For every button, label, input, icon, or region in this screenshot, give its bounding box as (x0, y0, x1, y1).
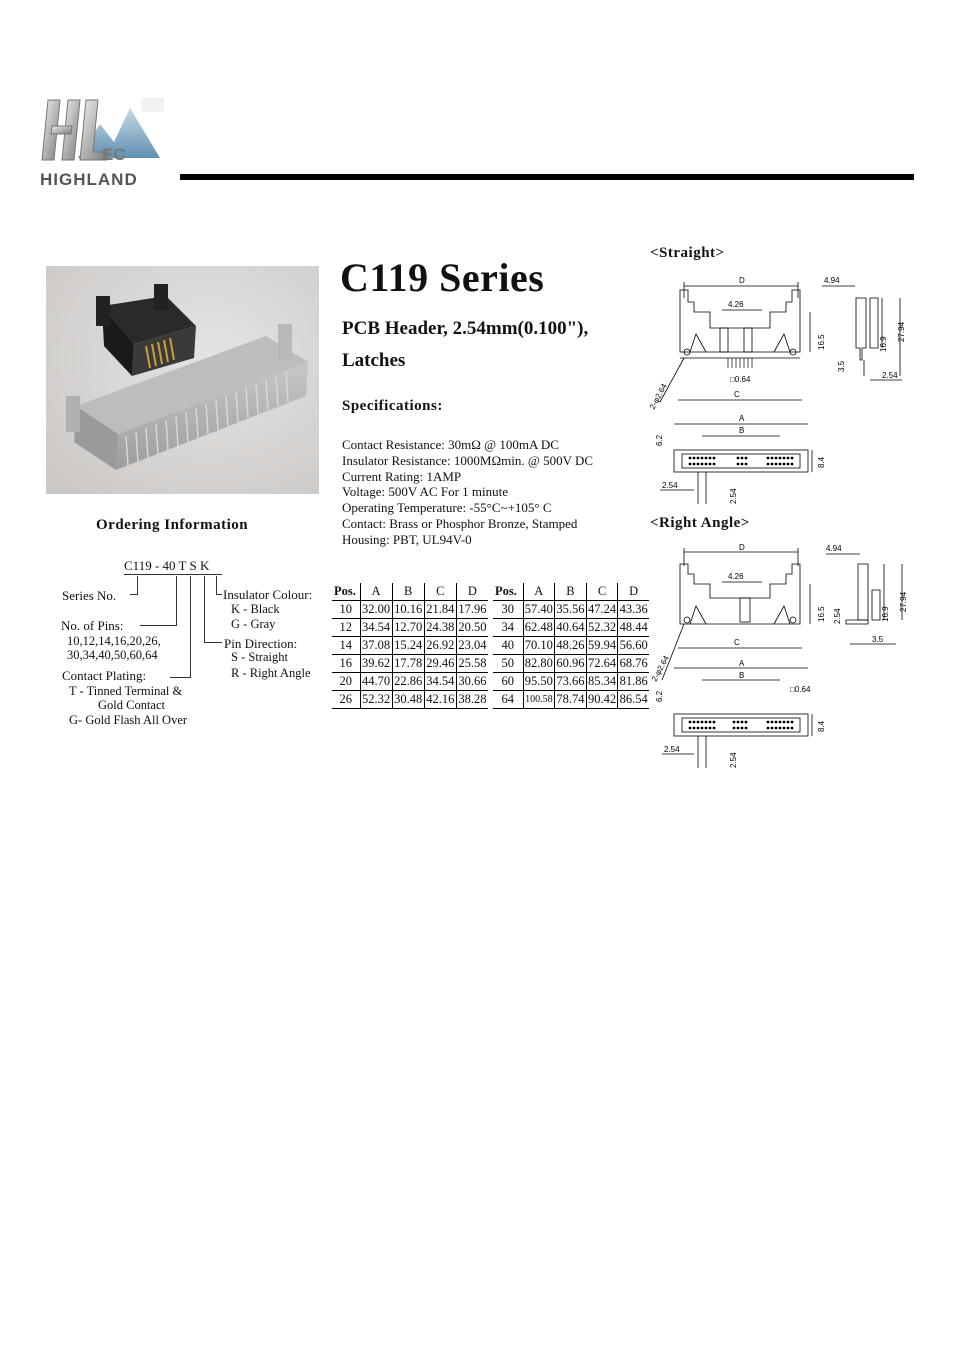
table-row (332, 673, 488, 691)
dim-phi: 2-φ2.64 (647, 382, 669, 411)
cell: 34.54 (424, 673, 456, 691)
direction-r: R - Right Angle (231, 666, 311, 680)
table-row (332, 619, 488, 637)
dim-254b: 2.54 (662, 481, 678, 490)
cell: 34 (493, 619, 523, 637)
table-row (332, 637, 488, 655)
dim-064: □0.64 (730, 375, 751, 384)
right-angle-technical-drawing (650, 540, 912, 770)
cell: 90.42 (586, 691, 618, 709)
cell: 38.28 (456, 691, 488, 709)
cell: 82.80 (523, 655, 555, 673)
straight-technical-drawing (647, 268, 912, 506)
cell: 32.00 (360, 601, 392, 619)
insulator-colour-label: Insulator Colour: (223, 587, 313, 602)
dim-d: D (739, 276, 745, 285)
header-pos: Pos. (493, 583, 523, 601)
dim-494: 4.94 (824, 276, 840, 285)
contact-plating-label: Contact Plating: (62, 668, 147, 683)
cell: 10 (332, 601, 360, 619)
cell: 42.16 (424, 691, 456, 709)
header-c: C (424, 583, 456, 601)
cell: 40 (493, 637, 523, 655)
cell: 47.24 (586, 601, 618, 619)
cell: 81.86 (618, 673, 649, 691)
dim-b: B (739, 671, 745, 680)
cell: 50 (493, 655, 523, 673)
dim-62: 6.2 (655, 434, 664, 446)
cell: 34.54 (360, 619, 392, 637)
dim-35: 3.5 (837, 360, 846, 372)
dimensions-table-left (332, 583, 488, 709)
product-subtitle-line2: Latches (342, 350, 406, 371)
cell: 40.64 (555, 619, 587, 637)
dim-phi: 2-φ2.64 (649, 654, 671, 683)
pins-options-line1: 10,12,14,16,20,26, (67, 634, 161, 648)
cell: 15.24 (392, 637, 424, 655)
cell: 59.94 (586, 637, 618, 655)
cell: 17.96 (456, 601, 488, 619)
cell: 29.46 (424, 655, 456, 673)
table-row (332, 691, 488, 709)
dim-169: 16.9 (879, 336, 888, 352)
table-row (332, 655, 488, 673)
dim-254v: 2.54 (833, 608, 842, 624)
ordering-heading: Ordering Information (96, 517, 249, 533)
cell: 56.60 (618, 637, 649, 655)
table-row (332, 601, 488, 619)
dim-84: 8.4 (817, 456, 826, 468)
cell: 48.26 (555, 637, 587, 655)
cell: 73.66 (555, 673, 587, 691)
dim-c: C (734, 390, 740, 399)
ordering-code: C119 - 40 T S K (124, 558, 210, 573)
dim-426: 4.26 (728, 300, 744, 309)
dim-c: C (734, 638, 740, 647)
cell: 30 (493, 601, 523, 619)
cell: 20 (332, 673, 360, 691)
dim-2794: 27.94 (897, 321, 906, 342)
cell: 10.16 (392, 601, 424, 619)
plating-t-line1: T - Tinned Terminal & (69, 684, 183, 698)
spec-insulator-resistance: Insulator Resistance: 1000MΩmin. @ 500V DC (342, 453, 594, 468)
cell: 30.66 (456, 673, 488, 691)
dim-62: 6.2 (655, 690, 664, 702)
cell: 22.86 (392, 673, 424, 691)
cell: 70.10 (523, 637, 555, 655)
header-c: C (586, 583, 618, 601)
cell: 100.58 (523, 691, 555, 709)
spec-current-rating: Current Rating: 1AMP (342, 469, 462, 484)
dim-a: A (739, 659, 745, 668)
dim-a: A (739, 414, 745, 423)
table-row (493, 619, 649, 637)
cell: 72.64 (586, 655, 618, 673)
dim-254: 2.54 (882, 371, 898, 380)
dimensions-table-right (493, 583, 649, 709)
cell: 17.78 (392, 655, 424, 673)
cell: 86.54 (618, 691, 649, 709)
dim-b: B (739, 426, 745, 435)
header-b: B (555, 583, 587, 601)
cell: 16 (332, 655, 360, 673)
plating-g: G- Gold Flash All Over (69, 713, 188, 727)
pin-direction-label: Pin Direction: (224, 636, 298, 651)
header-d: D (618, 583, 649, 601)
cell: 24.38 (424, 619, 456, 637)
dim-2794: 27.94 (899, 591, 908, 612)
dim-254b: 2.54 (664, 745, 680, 754)
spec-voltage: Voltage: 500V AC For 1 minute (342, 484, 508, 499)
dim-254c: 2.54 (729, 752, 738, 768)
colour-k: K - Black (231, 602, 280, 616)
cell: 57.40 (523, 601, 555, 619)
cell: 60 (493, 673, 523, 691)
product-title: C119 Series (340, 255, 545, 300)
cell: 39.62 (360, 655, 392, 673)
header-pos: Pos. (332, 583, 360, 601)
series-no-label: Series No. (62, 588, 117, 603)
plating-t-line2: Gold Contact (98, 698, 166, 712)
pins-options-line2: 30,34,40,50,60,64 (67, 648, 158, 662)
dim-165: 16.5 (817, 606, 826, 622)
dim-494: 4.94 (826, 544, 842, 553)
cell: 95.50 (523, 673, 555, 691)
cell: 43.36 (618, 601, 649, 619)
cell: 68.76 (618, 655, 649, 673)
direction-s: S - Straight (231, 650, 288, 664)
colour-g: G - Gray (231, 617, 276, 631)
dim-d: D (739, 543, 745, 552)
cell: 35.56 (555, 601, 587, 619)
cell: 85.34 (586, 673, 618, 691)
dim-35: 3.5 (872, 635, 884, 644)
table-row (493, 655, 649, 673)
dim-169: 16.9 (881, 606, 890, 622)
cell: 20.50 (456, 619, 488, 637)
svg-text:EC: EC (102, 145, 126, 164)
table-row (493, 691, 649, 709)
dim-84: 8.4 (817, 720, 826, 732)
cell: 23.04 (456, 637, 488, 655)
brand-name: HIGHLAND (40, 170, 138, 189)
cell: 21.84 (424, 601, 456, 619)
cell: 78.74 (555, 691, 587, 709)
product-subtitle-line1: PCB Header, 2.54mm(0.100"), (342, 318, 589, 339)
cell: 12 (332, 619, 360, 637)
dim-426: 4.26 (728, 572, 744, 581)
table-row (493, 601, 649, 619)
table-row (493, 637, 649, 655)
cell: 25.58 (456, 655, 488, 673)
header-d: D (456, 583, 488, 601)
spec-operating-temperature: Operating Temperature: -55°C~+105° C (342, 500, 552, 515)
header-rule (180, 174, 914, 180)
cell: 30.48 (392, 691, 424, 709)
product-photo (46, 266, 319, 494)
spec-contact-resistance: Contact Resistance: 30mΩ @ 100mA DC (342, 437, 559, 452)
cell: 37.08 (360, 637, 392, 655)
cell: 62.48 (523, 619, 555, 637)
spec-housing: Housing: PBT, UL94V-0 (342, 532, 472, 547)
table-row (493, 673, 649, 691)
cell: 12.70 (392, 619, 424, 637)
dim-165: 16.5 (817, 334, 826, 350)
cell: 60.96 (555, 655, 587, 673)
right-angle-label: <Right Angle> (650, 515, 750, 531)
dim-064: □0.64 (790, 685, 811, 694)
cell: 26.92 (424, 637, 456, 655)
specifications-heading: Specifications: (342, 398, 443, 414)
straight-label: <Straight> (650, 245, 725, 261)
cell: 64 (493, 691, 523, 709)
cell: 52.32 (360, 691, 392, 709)
dim-254c: 2.54 (729, 488, 738, 504)
cell: 44.70 (360, 673, 392, 691)
header-b: B (392, 583, 424, 601)
cell: 26 (332, 691, 360, 709)
header-a: A (360, 583, 392, 601)
spec-contact: Contact: Brass or Phosphor Bronze, Stamped (342, 516, 578, 531)
cell: 14 (332, 637, 360, 655)
no-of-pins-label: No. of Pins: (61, 618, 124, 633)
header-a: A (523, 583, 555, 601)
cell: 52.32 (586, 619, 618, 637)
cell: 48.44 (618, 619, 649, 637)
